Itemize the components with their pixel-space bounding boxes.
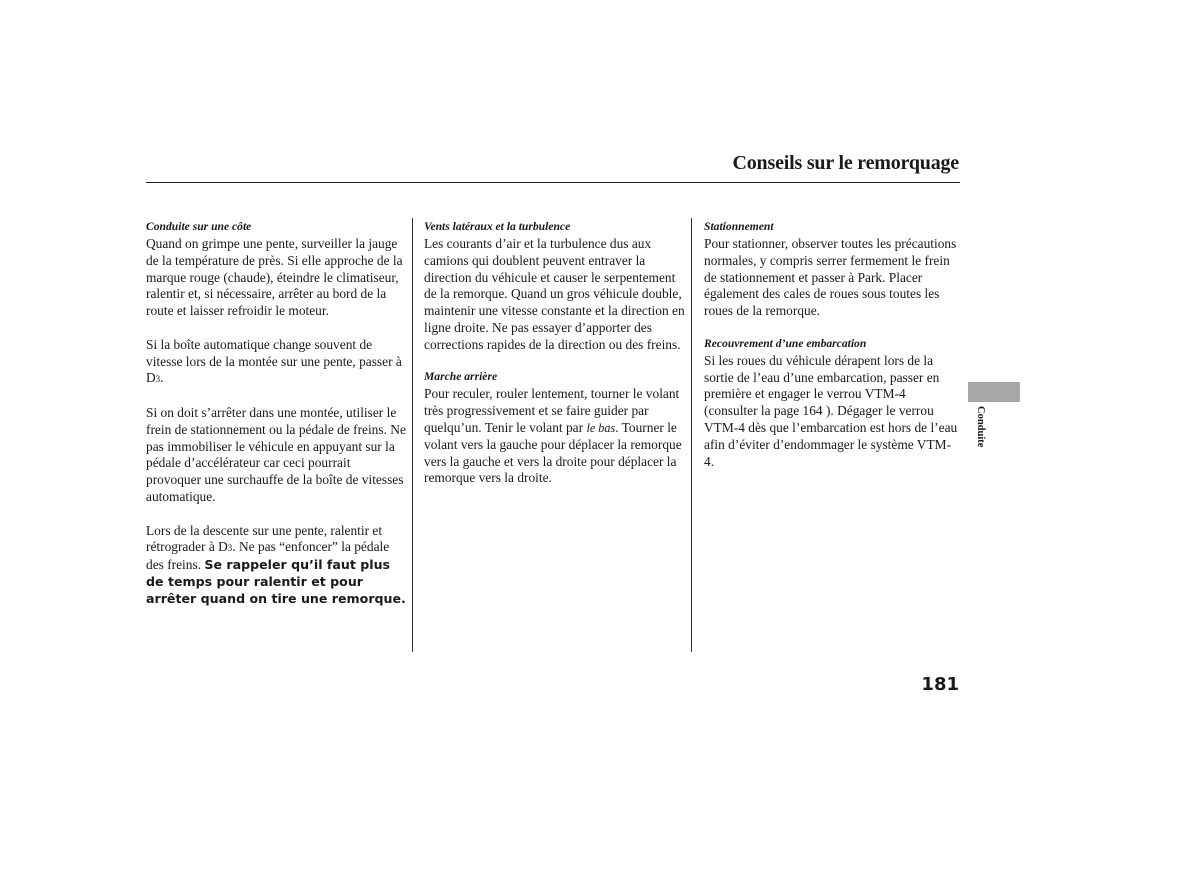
- side-section-label: Conduite: [975, 406, 986, 448]
- column-2: [424, 220, 686, 504]
- column-1: [146, 220, 408, 624]
- paragraph-parking: Pour stationner, observer toutes les précautions normales, y compris serrer fermement le frein de stationnement et passer à Park. Placer également des cales de roues sous toutes les roues de la remorque.: [704, 236, 957, 319]
- paragraph-temperature: Quand on grimpe une pente, surveiller la jauge de la température de près. Si elle approche de la marque rouge (chaude), éteindre le climatiseur, ralentir et, si nécessaire, arrêter au bord de la route et laisser refroidir le moteur.: [146, 236, 403, 319]
- paragraph-shift-d3: Si la boîte automatique change souvent de vitesse lors de la montée sur une pente, passer à D3.: [146, 336, 402, 386]
- paragraph-boat-recovery: Si les roues du véhicule dérapent lors de la sortie de l’eau d’une embarcation, passer en première et engager le verrou VTM-4 (consulter la page 164 ). Dégager le verrou VTM-4 dès que l’embarcation est hors de l’eau afin d’éviter d’endommager le système VTM-4.: [704, 352, 958, 469]
- warning-text: Se rappeler qu’il faut plus de temps pour ralentir et pour arrêter quand on tire une remorque.: [146, 557, 406, 606]
- paragraph-crosswinds: Les courants d’air et la turbulence dus aux camions qui doublent peuvent entraver la direction du véhicule et causer le serpentement de la remorque. Quand un gros véhicule double, maintenir une vitesse constante et la direction en ligne droite. Ne pas essayer d’apporter des corrections rapides de la direction ou des freins.: [424, 236, 685, 352]
- paragraph-stop-on-hill: Si on doit s’arrêter dans une montée, utiliser le frein de stationnement ou la pédale de freins. Ne pas immobiliser le véhicule en appuyant sur la pédale d’accélérateur car ceci pourrait provoquer une surchauffe de la boîte de vitesses automatique.: [146, 404, 406, 504]
- section-heading-crosswinds: Vents latéraux et la turbulence: [424, 220, 571, 233]
- paragraph-descent: Lors de la descente sur une pente, ralentir et rétrograder à D3. Ne pas “enfoncer” la pédale des freins. Se rappeler qu’il faut plus de temps pour ralentir et pour arrêter quand on tire une remorque.: [146, 522, 406, 606]
- page-title: Conseils sur le remorquage: [732, 152, 959, 174]
- section-heading-reverse: Marche arrière: [424, 370, 498, 384]
- section-heading-hill-driving: Conduite sur une côte: [146, 220, 252, 233]
- page-number: 181: [921, 674, 959, 695]
- column-divider: [691, 218, 692, 652]
- section-heading-parking: Stationnement: [704, 220, 774, 233]
- title-rule: [146, 182, 960, 183]
- column-3: [704, 220, 960, 487]
- section-heading-boat-recovery: Recouvrement d’une embarcation: [704, 336, 867, 350]
- column-divider: [412, 218, 413, 652]
- paragraph-reverse: Pour reculer, rouler lentement, tourner le volant très progressivement et se faire guider par quelqu’un. Tenir le volant par le bas. Tourner le volant vers la gauche pour déplacer la remorque vers la gauche et vers la droite pour déplacer la remorque vers la droite.: [424, 386, 682, 486]
- section-tab-marker: [968, 382, 1020, 402]
